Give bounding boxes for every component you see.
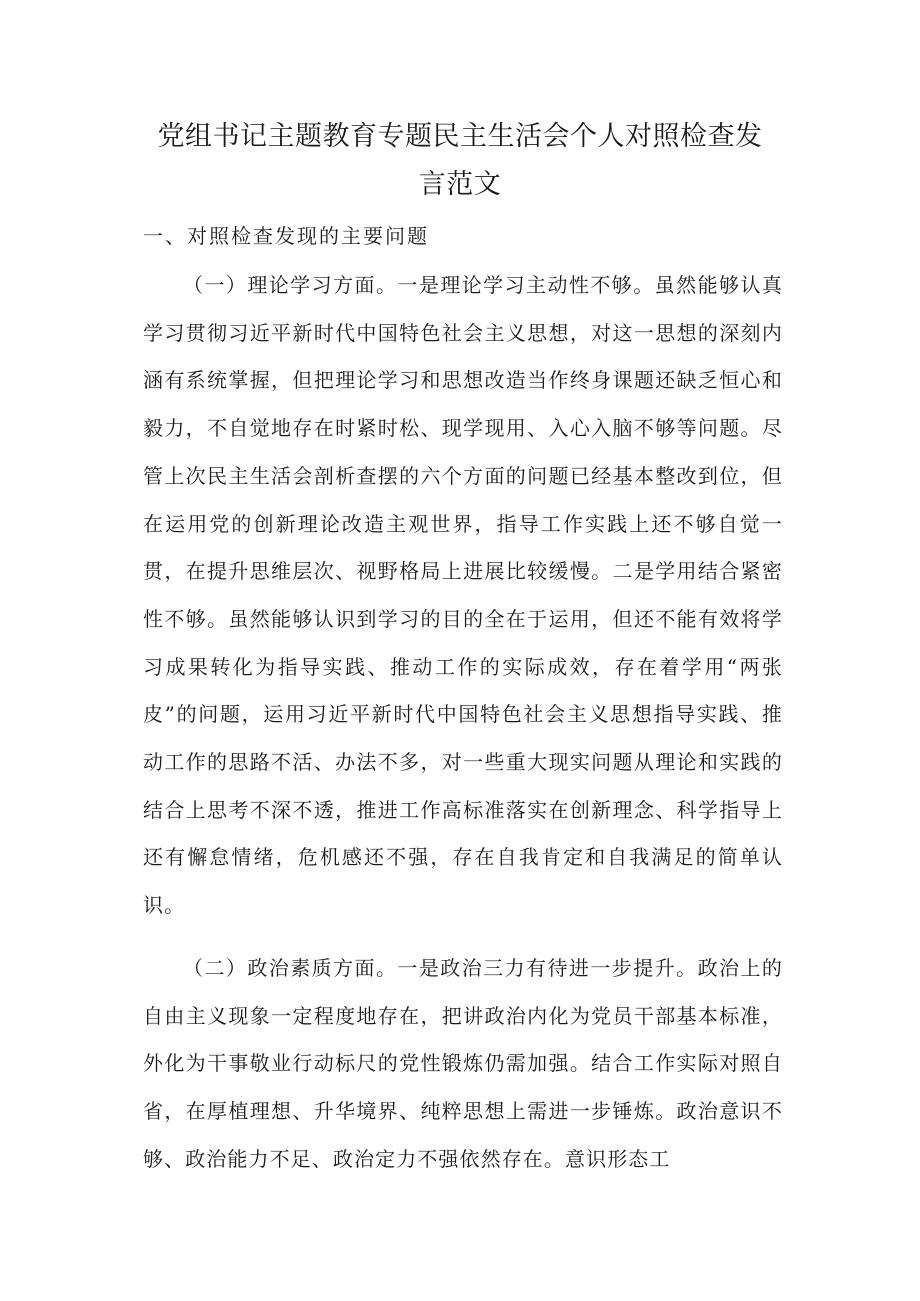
paragraph-theory-study: （一）理论学习方面。一是理论学习主动性不够。虽然能够认真学习贯彻习近平新时代中国特色社会主义思想，对这一思想的深刻内涵有系统掌握，但把理论学习和思想改造当作终身课题还缺乏恒心和毅力，不自觉地存在时紧时松、现学现用、入心入脑不够等问题。尽管上次民主生活会剖析查摆的六个方面的问题已经基本整改到位，但在运用党的创新理论改造主观世界，指导工作实践上还不够自觉一贯，在提升思维层次、视野格局上进展比较缓慢。二是学用结合紧密性不够。虽然能够认识到学习的目的全在于运用，但还不能有效将学习成果转化为指导实践、推动工作的实际成效，存在着学用“两张皮”的问题，运用习近平新时代中国特色社会主义思想指导实践、推动工作的思路不活、办法不多，对一些重大现实问题从理论和实践的结合上思考不深不透，推进工作高标准落实在创新理念、科学指导上还有懈怠情绪，危机感还不强，存在自我肯定和自我满足的简单认识。 [143,273,783,918]
document-title-line-1: 党组书记主题教育专题民主生活会个人对照检查发 [157,121,763,152]
document-title-line-2: 言范文 [418,169,502,200]
paragraph-political-quality: （二）政治素质方面。一是政治三力有待进一步提升。政治上的自由主义现象一定程度地存在，把讲政治内化为党员干部基本标准，外化为干事敬业行动标尺的党性锻炼仍需加强。结合工作实际对照自省，在厚植理想、升华境界、纯粹思想上需进一步锤炼。政治意识不够、政治能力不足、政治定力不强依然存在。意识形态工 [143,956,783,1171]
section-heading: 一、对照检查发现的主要问题 [143,224,429,248]
